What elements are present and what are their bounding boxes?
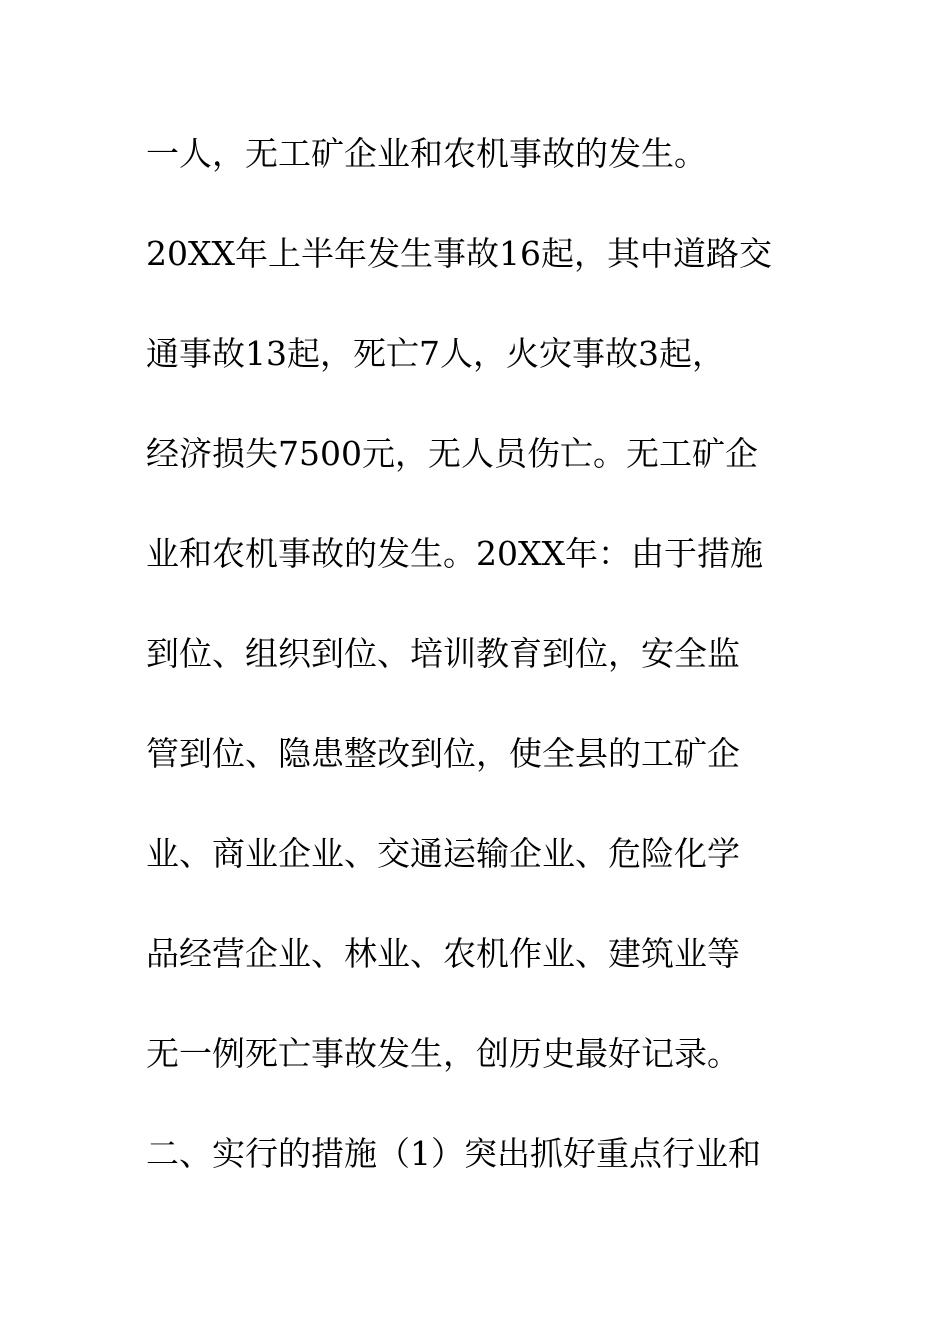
text-line: 通事故13起，死亡7人，火灾事故3起， <box>146 334 725 373</box>
text-line: 二、实行的措施（1）突出抓好重点行业和 <box>146 1134 761 1173</box>
text-line: 管到位、隐患整改到位，使全县的工矿企 <box>146 734 740 773</box>
body-text <box>146 122 826 1222</box>
text-line: 无一例死亡事故发生，创历史最好记录。 <box>146 1034 740 1073</box>
text-line: 业和农机事故的发生。20XX年：由于措施 <box>146 534 763 573</box>
text-line: 到位、组织到位、培训教育到位，安全监 <box>146 634 740 673</box>
text-line: 品经营企业、林业、农机作业、建筑业等 <box>146 934 740 973</box>
text-line: 一人，无工矿企业和农机事故的发生。 <box>146 134 707 173</box>
text-line: 业、商业企业、交通运输企业、危险化学 <box>146 834 740 873</box>
text-line: 经济损失7500元，无人员伤亡。无工矿企 <box>146 434 758 473</box>
text-line: 20XX年上半年发生事故16起，其中道路交 <box>146 234 772 273</box>
